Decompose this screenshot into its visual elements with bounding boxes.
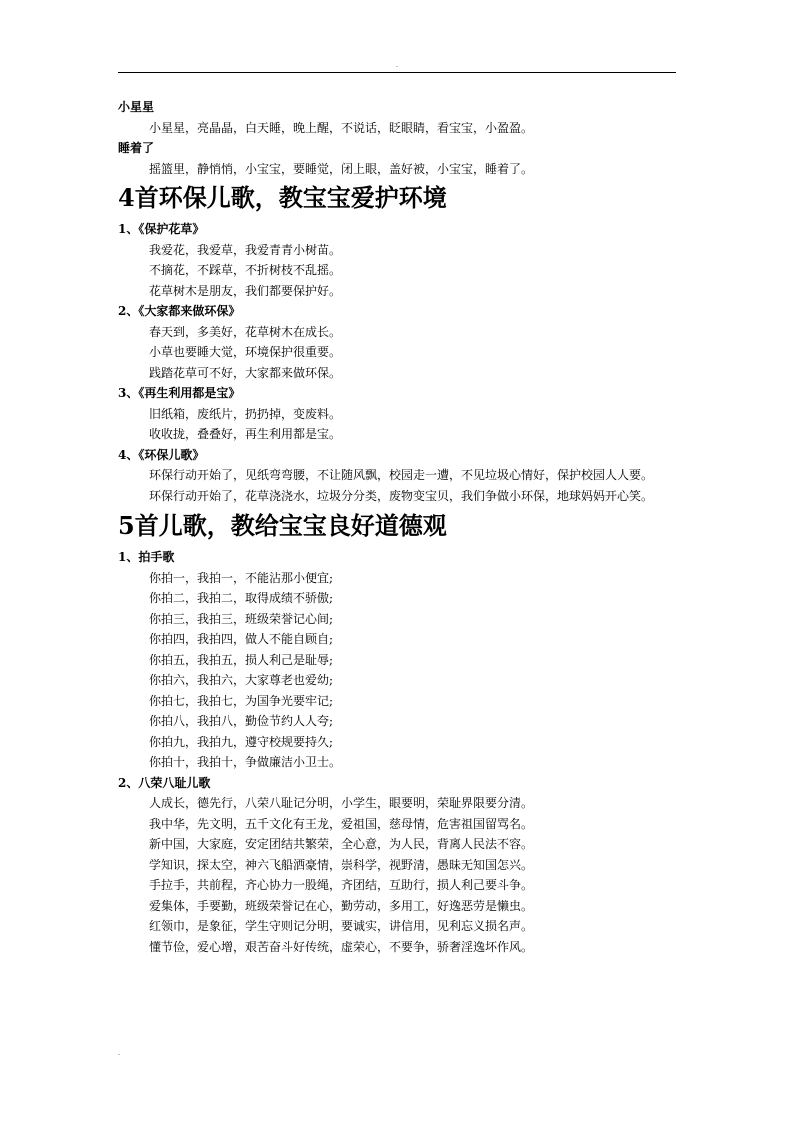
section-heading-environment: 4首环保儿歌，教宝宝爱护环境 [118,183,447,212]
poem-line: 你拍一，我拍一，不能沾那小便宜; [149,570,334,585]
section-heading-morality: 5首儿歌，教给宝宝良好道德观 [118,511,447,540]
poem-title: 3、《再生利用都是宝》 [118,386,241,400]
poem-line: 手拉手，共前程，齐心协力一股绳，齐团结，互助行，损人利己要斗争。 [149,878,534,892]
poem-line: 小星星，亮晶晶，白天睡，晚上醒，不说话，眨眼睛，看宝宝，小盈盈。 [149,120,534,135]
poem-line: 我中华，先文明，五千文化有王龙，爱祖国，慈母情，危害祖国留骂名。 [149,816,534,831]
header-rule [118,72,676,73]
poem-title: 1、《保护花草》 [118,222,205,236]
poem-title: 1、拍手歌 [118,550,175,564]
poem-line: 我爱花，我爱草，我爱青青小树苗。 [149,242,342,257]
poem-line: 学知识，探太空，神六飞船洒豪情，崇科学，视野清，愚昧无知国怎兴。 [149,857,534,872]
poem-title-asleep: 睡着了 [118,141,155,155]
poem-line: 小草也要睡大觉，环境保护很重要。 [149,345,342,359]
poem-line: 你拍五，我拍五，损人利己是耻辱; [149,652,334,667]
document-body [118,97,678,957]
poem-paragraph: 环保行动开始了，花草浇浇水，垃圾分分类，废物变宝贝，我们争做小环保，地球妈妈开心笑。 [149,489,654,503]
poem-line: 你拍四，我拍四，做人不能自顾自; [149,632,334,646]
poem-title: 2、《大家都来做环保》 [118,304,241,318]
poem-paragraph: 环保行动开始了，见纸弯弯腰，不让随风飘，校园走一遭，不见垃圾心情好，保护校园人人要。 [149,468,654,482]
poem-line: 不摘花，不踩草，不折树枝不乱摇。 [149,263,342,277]
poem-line: 你拍八，我拍八，勤俭节约人人夸; [149,714,334,728]
poem-line: 你拍二，我拍二，取得成绩不骄傲; [149,591,334,605]
poem-line: 人成长，德先行，八荣八耻记分明，小学生，眼要明，荣耻界限要分清。 [149,796,534,810]
poem-line: 践踏花草可不好，大家都来做环保。 [149,365,342,380]
poem-line: 懂节俭，爱心增，艰苦奋斗好传统，虚荣心，不要争，骄奢淫逸坏作风。 [149,939,534,954]
footer-mark: . [118,1050,120,1057]
poem-line: 花草树木是朋友，我们都要保护好。 [149,283,342,298]
poem-line: 你拍七，我拍七，为国争光要牢记; [149,693,334,708]
poem-line: 你拍九，我拍九，遵守校规要持久; [149,734,334,749]
poem-line: 你拍十，我拍十，争做廉洁小卫士。 [149,755,342,769]
poem-line: 红领巾，是象征，学生守则记分明，要诚实，讲信用，见利忘义损名声。 [149,919,534,933]
poem-title: 2、八荣八耻儿歌 [118,775,211,790]
poem-title: 4、《环保儿歌》 [118,447,205,462]
poem-line: 春天到，多美好，花草树木在成长。 [149,324,342,339]
header-mark: . [396,62,398,69]
poem-line: 收收拢，叠叠好，再生利用都是宝。 [149,427,342,441]
poem-line: 你拍六，我拍六，大家尊老也爱幼; [149,673,334,687]
poem-line: 新中国，大家庭，安定团结共繁荣，全心意，为人民，背离人民法不容。 [149,837,534,851]
poem-title-little-star: 小星星 [118,100,155,114]
poem-line: 摇篮里，静悄悄，小宝宝，要睡觉，闭上眼，盖好被，小宝宝，睡着了。 [149,161,534,176]
poem-line: 你拍三，我拍三，班级荣誉记心间; [149,611,334,626]
poem-line: 爱集体，手要勤，班级荣誉记在心，勤劳动，多用工，好逸恶劳是懒虫。 [149,898,534,913]
poem-line: 旧纸箱，废纸片，扔扔掉，变废料。 [149,406,342,421]
